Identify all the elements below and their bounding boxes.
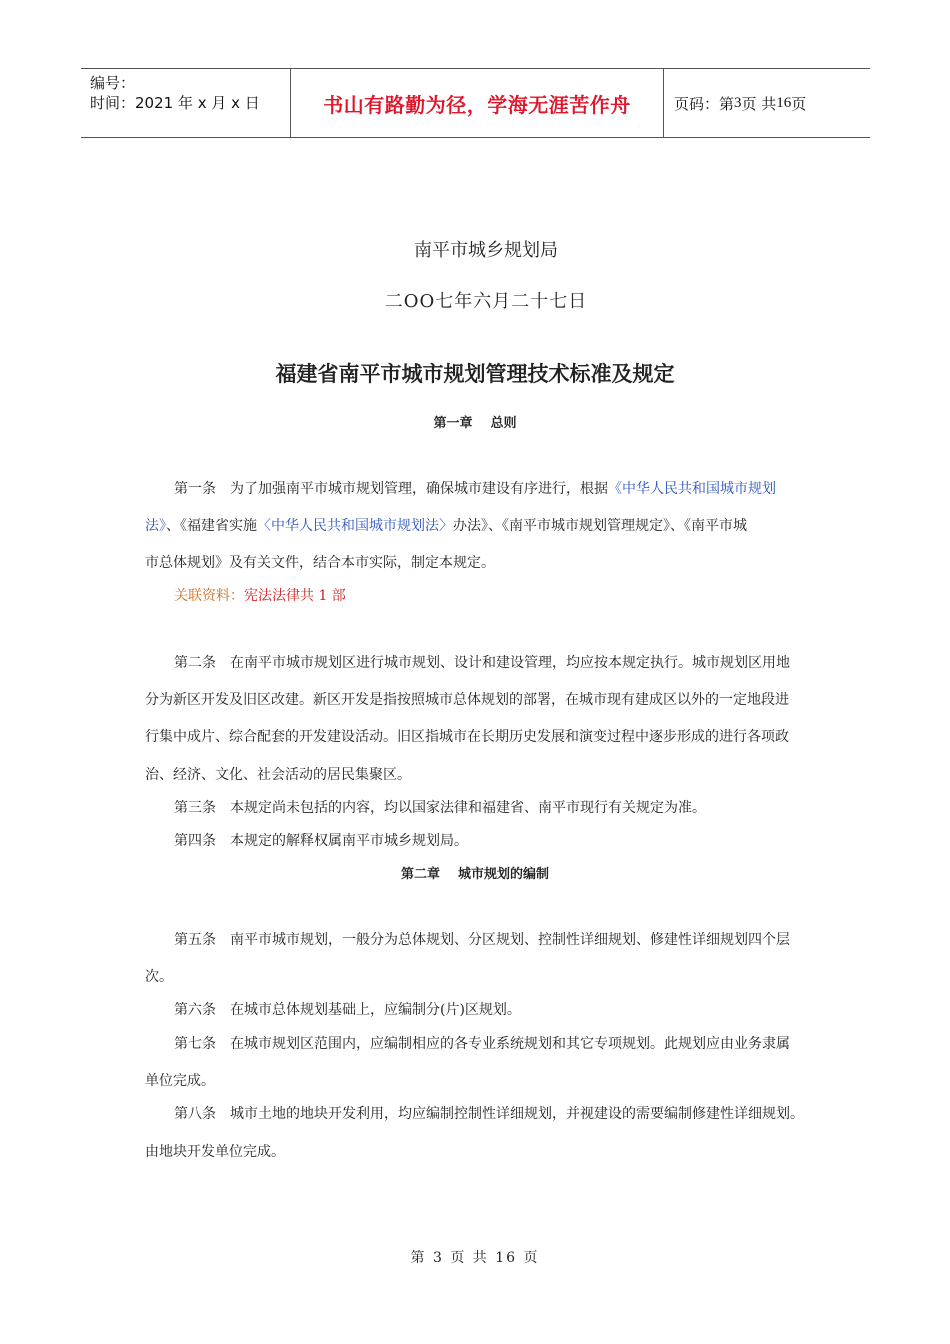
footer-total: 16 [495,1250,518,1266]
footer-suffix: 页 [523,1250,540,1266]
article-5-line-1: 第五条 南平市城市规划，一般分为总体规划、分区规划、控制性详细规划、修建性详细规划四个层 [174,932,790,948]
issue-date: 二OO七年六月二十七日 [384,291,588,312]
header-page-info [664,69,870,137]
header-time-label: 时间：2021 年 x 月 x 日 [90,94,260,112]
prc-urban-planning-law-link-end[interactable]: 法》 [145,518,166,534]
related-materials-label: 关联资料： [174,588,244,604]
article-2-line-4: 治、经济、文化、社会活动的居民集聚区。 [145,767,411,783]
article-1-line-3: 市总体规划》及有关文件，结合本市实际，制定本规定。 [145,555,495,571]
article-2-line-1: 第二条 在南平市城市规划区进行城市规划、设计和建设管理，均应按本规定执行。城市规划区用地 [174,655,790,671]
article-8-line-2: 由地块开发单位完成。 [145,1144,285,1160]
article-2-line-3: 行集中成片、综合配套的开发建设活动。旧区指城市在长期历史发展和演变过程中逐步形成的进行各项政 [145,729,789,745]
article-1-line-1 [174,478,776,498]
article-7-line-2: 单位完成。 [145,1073,215,1089]
related-materials [174,585,346,605]
article-8-line-1: 第八条 城市土地的地块开发利用，均应编制控制性详细规划，并视建设的需要编制修建性详细规划。 [174,1106,804,1122]
document-title: 福建省南平市城市规划管理技术标准及规定 [275,362,675,386]
header-motto: 书山有路勤为径，学海无涯苦作舟 [290,69,664,137]
chapter-2-number: 第二章 [400,867,440,882]
header-info [81,69,290,137]
issuing-organization: 南平市城乡规划局 [414,240,558,261]
header-page-suffix: 页 [791,94,807,113]
article-1-text: 第一条 为了加强南平市城市规划管理，确保城市建设有序进行，根据 [174,481,608,497]
page-header [81,68,870,138]
page-footer [0,1247,950,1267]
article-1-text-2: 、《福建省实施 [166,518,257,534]
related-materials-link[interactable]: 宪法法律共 1 部 [244,588,346,604]
header-number-label: 编号： [90,74,136,92]
footer-prefix: 第 [410,1250,427,1266]
chapter-1-heading [0,412,950,431]
article-7-line-1: 第七条 在城市规划区范围内，应编制相应的各专业系统规划和其它专项规划。此规划应由业务隶属 [174,1036,790,1052]
header-page-prefix: 页码：第 [674,94,735,113]
article-3: 第三条 本规定尚未包括的内容，均以国家法律和福建省、南平市现行有关规定为准。 [174,800,706,816]
footer-current: 3 [432,1250,444,1266]
prc-urban-planning-law-link[interactable]: 《中华人民共和国城市规划 [608,481,776,497]
article-1-line-2 [145,515,747,535]
header-page-total: 16 [776,94,792,111]
header-page-mid: 页 共 [741,94,777,113]
chapter-2-name: 城市规划的编制 [458,867,550,882]
footer-mid: 页 共 [450,1250,489,1266]
header-page-current: 3 [734,94,742,111]
article-6: 第六条 在城市总体规划基础上，应编制分(片)区规划。 [174,1002,521,1018]
article-2-line-2: 分为新区开发及旧区改建。新区开发是指按照城市总体规划的部署，在城市现有建成区以外的一定地段进 [145,692,789,708]
article-5-line-2: 次。 [145,969,173,985]
article-1-text-3: 办法》、《南平市城市规划管理规定》、《南平市城 [453,518,747,534]
chapter-1-number: 第一章 [433,416,473,431]
prc-urban-planning-law-link-2[interactable]: 〈中华人民共和国城市规划法〉 [257,518,453,534]
chapter-1-name: 总则 [490,416,517,431]
article-4: 第四条 本规定的解释权属南平市城乡规划局。 [174,833,468,849]
chapter-2-heading [0,863,950,882]
